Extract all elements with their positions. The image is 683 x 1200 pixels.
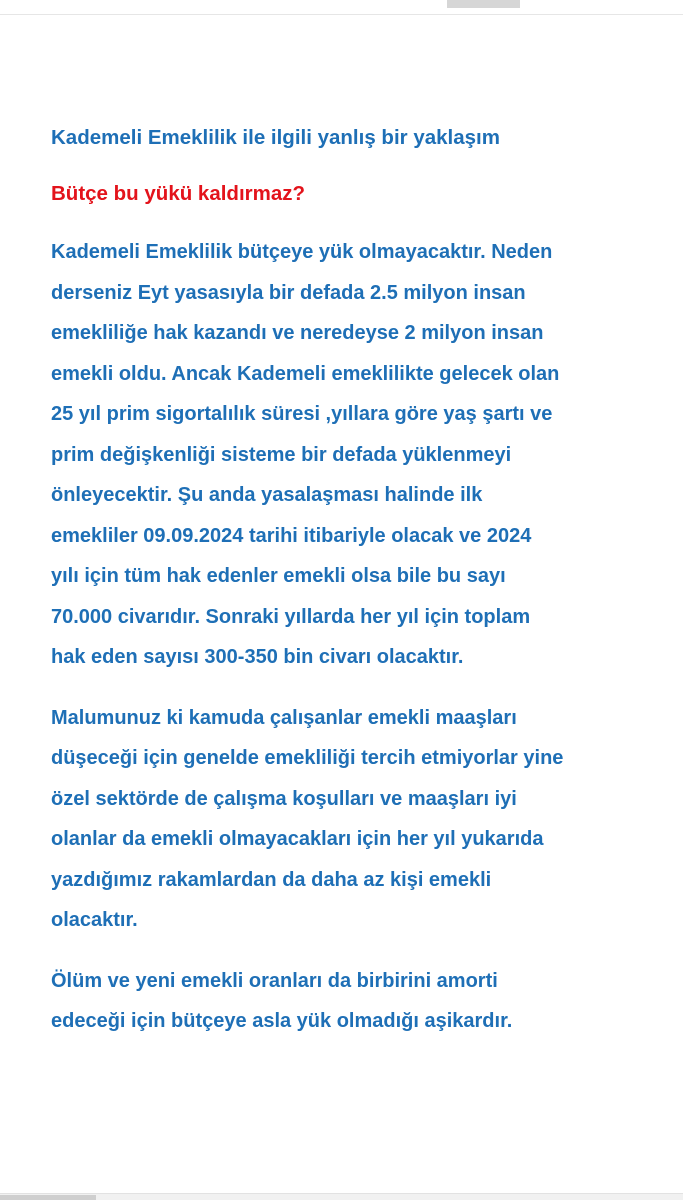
paragraph-line: derseniz Eyt yasasıyla bir defada 2.5 milyon insan (51, 281, 526, 304)
paragraph-line: edeceği için bütçeye asla yük olmadığı aşikardır. (51, 1010, 513, 1032)
paragraph-1 (51, 232, 651, 678)
paragraph-line: önleyecektir. Şu anda yasalaşması halinde ilk (51, 484, 483, 506)
paragraph-line: Kademeli Emeklilik bütçeye yük olmayacaktır. Neden (51, 241, 553, 263)
paragraph-line: emekliler 09.09.2024 tarihi itibariyle olacak ve 2024 (51, 524, 532, 547)
document-body (51, 118, 651, 1062)
paragraph-2 (51, 698, 651, 941)
paragraph-line: prim değişkenliği sisteme bir defada yüklenmeyi (51, 443, 512, 466)
paragraph-line: 70.000 civarıdır. Sonraki yıllarda her yıl için toplam (51, 605, 531, 628)
paragraph-line: Ölüm ve yeni emekli oranları da birbirini amorti (51, 969, 498, 992)
paragraph-line: hak eden sayısı 300-350 bin civarı olacaktır. (51, 646, 464, 668)
bottom-scrollbar-thumb[interactable] (0, 1195, 96, 1200)
paragraph-line: yılı için tüm hak edenler emekli olsa bile bu sayı (51, 565, 506, 587)
paragraph-line: emekli oldu. Ancak Kademeli emeklilikte gelecek olan (51, 362, 560, 385)
document-title: Kademeli Emeklilik ile ilgili yanlış bir yaklaşım (51, 126, 500, 149)
horizontal-scrollbar-thumb[interactable] (447, 0, 520, 8)
paragraph-line: yazdığımız rakamlardan da daha az kişi emekli (51, 868, 492, 891)
paragraph-line: emekliliğe hak kazandı ve neredeyse 2 milyon insan (51, 322, 544, 344)
paragraph-line: olanlar da emekli olmayacakları için her yıl yukarıda (51, 828, 544, 850)
paragraph-line: özel sektörde de çalışma koşulları ve maaşları iyi (51, 787, 517, 810)
paragraph-line: düşeceği için genelde emekliliği tercih etmiyorlar yine (51, 747, 564, 769)
paragraph-3 (51, 961, 651, 1042)
paragraph-line: 25 yıl prim sigortalılık süresi ,yıllara göre yaş şartı ve (51, 403, 553, 425)
top-toolbar-edge (0, 0, 683, 15)
paragraph-line: olacaktır. (51, 909, 138, 931)
document-subtitle: Bütçe bu yükü kaldırmaz? (51, 182, 306, 205)
bottom-scrollbar-track[interactable] (0, 1193, 683, 1200)
paragraph-line: Malumunuz ki kamuda çalışanlar emekli maaşları (51, 706, 517, 729)
